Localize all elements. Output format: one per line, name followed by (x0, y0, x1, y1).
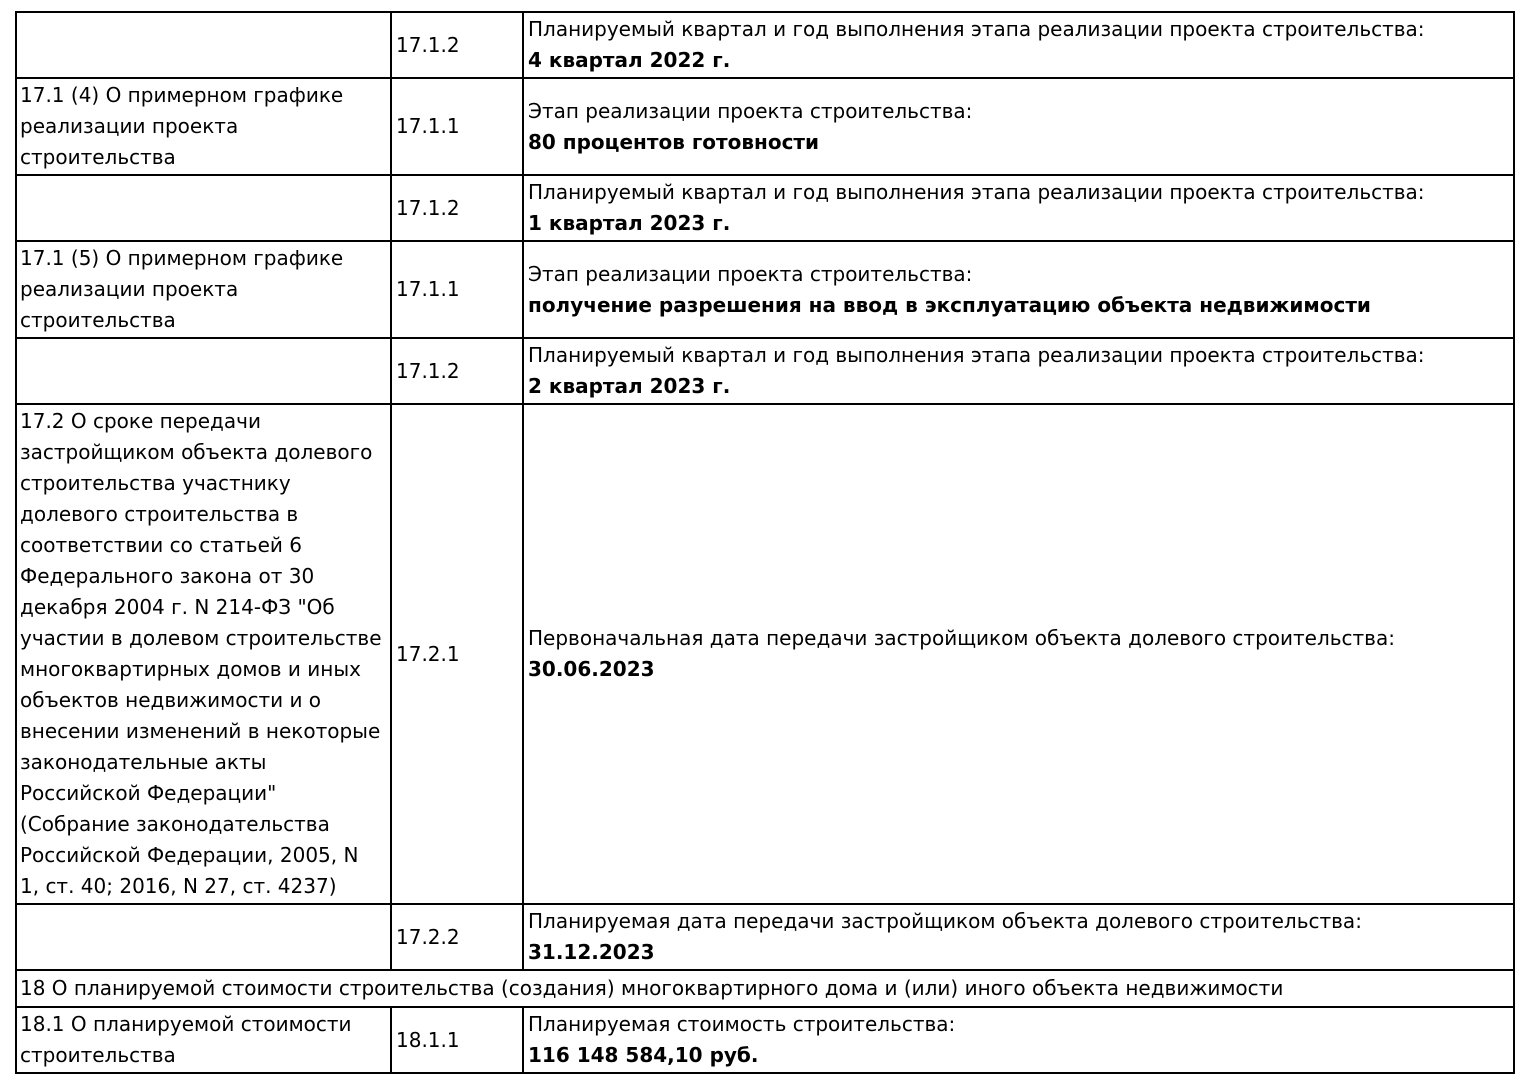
table-row (16, 970, 1514, 1007)
field-value: 116 148 584,10 руб. (528, 1043, 759, 1067)
field-label: Планируемый квартал и год выполнения этапа реализации проекта строительства: (528, 180, 1425, 204)
section-cell (16, 12, 391, 78)
field-value: 2 квартал 2023 г. (528, 374, 731, 398)
code-cell: 17.1.2 (391, 175, 523, 241)
section-cell (16, 175, 391, 241)
table-row (16, 904, 1514, 970)
section-cell: 17.1 (4) О примерном графике реализации проекта строительства (16, 78, 391, 175)
table-row (16, 78, 1514, 175)
code-cell: 17.1.2 (391, 338, 523, 404)
content-cell (523, 404, 1514, 904)
content-cell (523, 338, 1514, 404)
field-label: Этап реализации проекта строительства: (528, 98, 973, 123)
field-label: Планируемый квартал и год выполнения этапа реализации проекта строительства: (528, 343, 1425, 367)
field-value: 1 квартал 2023 г. (528, 211, 731, 235)
field-value: 31.12.2023 (528, 940, 655, 964)
table-row (16, 241, 1514, 338)
code-cell: 17.2.1 (391, 404, 523, 904)
table-row (16, 404, 1514, 904)
section-cell (16, 338, 391, 404)
table-row (16, 1007, 1514, 1073)
code-cell: 17.2.2 (391, 904, 523, 970)
field-value: получение разрешения на ввод в эксплуатацию объекта недвижимости (528, 292, 1371, 317)
field-label: Планируемая дата передачи застройщиком объекта долевого строительства: (528, 909, 1362, 933)
code-cell: 18.1.1 (391, 1007, 523, 1073)
section-cell (16, 904, 391, 970)
section-cell: 18.1 О планируемой стоимости строительства (16, 1007, 391, 1073)
content-cell (523, 78, 1514, 175)
table-row (16, 12, 1514, 78)
field-value: 30.06.2023 (528, 657, 655, 681)
field-value: 4 квартал 2022 г. (528, 48, 731, 72)
section-cell: 17.1 (5) О примерном графике реализации проекта строительства (16, 241, 391, 338)
field-label: Планируемый квартал и год выполнения этапа реализации проекта строительства: (528, 17, 1425, 41)
content-cell (523, 241, 1514, 338)
section-header-cell: 18 О планируемой стоимости строительства (создания) многоквартирного дома и (или) иного объекта недвижимости (16, 970, 1514, 1007)
content-cell (523, 12, 1514, 78)
code-cell: 17.1.1 (391, 241, 523, 338)
code-cell: 17.1.2 (391, 12, 523, 78)
field-label: Этап реализации проекта строительства: (528, 261, 973, 286)
field-value: 80 процентов готовности (528, 129, 820, 154)
section-cell: 17.2 О сроке передачи застройщиком объекта долевого строительства участнику долевого строительства в соответствии со статьей 6 Федерального закона от 30 декабря 2004 г. N 214-ФЗ "Об участии в долевом строительстве многоквартирных домов и иных объектов недвижимости и о внесении изменений в некоторые законодательные акты Российской Федерации" (Собрание законодательства Российской Федерации, 2005, N 1, ст. 40; 2016, N 27, ст. 4237) (16, 404, 391, 904)
table-row (16, 338, 1514, 404)
declaration-table (15, 11, 1515, 1074)
content-cell (523, 1007, 1514, 1073)
code-cell: 17.1.1 (391, 78, 523, 175)
table-row (16, 175, 1514, 241)
table-body (16, 12, 1514, 1073)
content-cell (523, 904, 1514, 970)
field-label: Первоначальная дата передачи застройщиком объекта долевого строительства: (528, 626, 1395, 650)
field-label: Планируемая стоимость строительства: (528, 1012, 956, 1036)
content-cell (523, 175, 1514, 241)
